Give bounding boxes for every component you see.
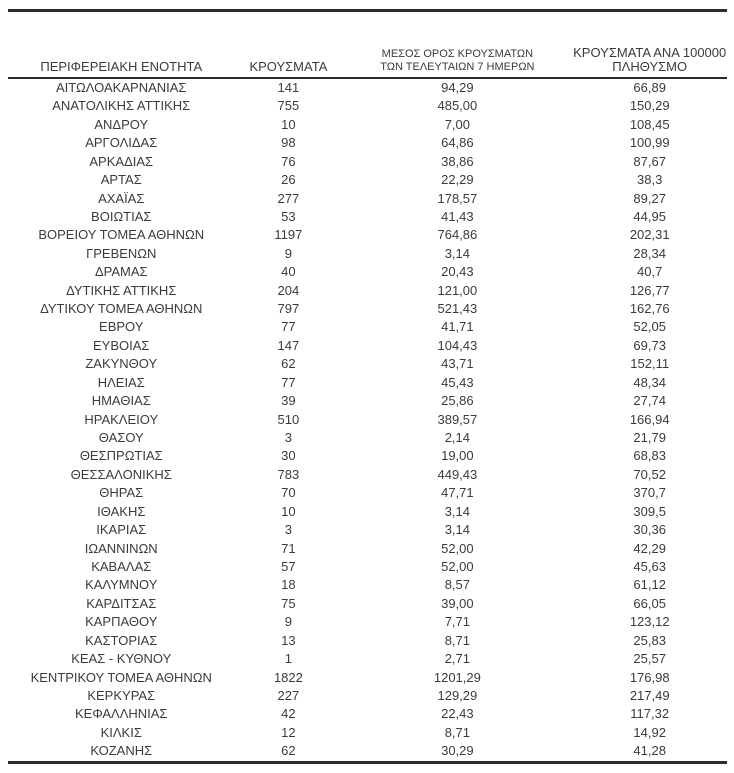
table-row bbox=[8, 300, 727, 318]
avg-7day-cell: 30,29 bbox=[441, 743, 474, 759]
per-100k-cell: 21,79 bbox=[633, 430, 666, 446]
avg-7day-cell: 22,29 bbox=[441, 172, 474, 188]
cases-cell: 141 bbox=[277, 80, 300, 95]
cases-cell: 797 bbox=[277, 301, 300, 317]
header-row bbox=[8, 11, 727, 79]
table-row bbox=[8, 208, 727, 226]
header-label-line2: ΤΩΝ ΤΕΛΕΥΤΑΙΩΝ 7 ΗΜΕΡΩΝ bbox=[380, 61, 535, 73]
table-row bbox=[8, 116, 727, 134]
regional-unit-cell: ΑΙΤΩΛΟΑΚΑΡΝΑΝΙΑΣ bbox=[56, 80, 187, 95]
table-row bbox=[8, 669, 727, 687]
cases-cell: 10 bbox=[281, 503, 296, 519]
table-row bbox=[8, 595, 727, 613]
header-label-line1: ΜΕΣΟΣ ΟΡΟΣ ΚΡΟΥΣΜΑΤΩΝ bbox=[381, 48, 534, 60]
avg-7day-cell: 19,00 bbox=[441, 448, 474, 464]
avg-7day-cell: 43,71 bbox=[441, 356, 474, 372]
avg-7day-cell: 41,71 bbox=[441, 319, 474, 335]
table-row bbox=[8, 134, 727, 152]
regional-unit-cell: ΗΡΑΚΛΕΙΟΥ bbox=[84, 411, 159, 427]
cases-cell: 9 bbox=[284, 245, 293, 261]
regional-unit-cell: ΔΥΤΙΚΗΣ ΑΤΤΙΚΗΣ bbox=[66, 282, 177, 298]
table-row bbox=[8, 97, 727, 115]
table-row bbox=[8, 724, 727, 742]
avg-7day-cell: 104,43 bbox=[437, 337, 478, 353]
per-100k-cell: 70,52 bbox=[633, 466, 666, 482]
avg-7day-cell: 7,00 bbox=[444, 116, 471, 132]
table-row bbox=[8, 650, 727, 668]
per-100k-cell: 41,28 bbox=[633, 743, 666, 759]
header-label: ΠΕΡΙΦΕΡΕΙΑΚΗ ΕΝΟΤΗΤΑ bbox=[40, 59, 203, 74]
cases-cell: 77 bbox=[281, 319, 296, 335]
per-100k-cell: 68,83 bbox=[633, 448, 666, 464]
avg-7day-cell: 8,71 bbox=[444, 724, 471, 740]
cases-cell: 10 bbox=[281, 116, 296, 132]
per-100k-cell: 152,11 bbox=[630, 356, 670, 372]
regional-unit-cell: ΑΡΤΑΣ bbox=[100, 172, 142, 188]
regional-unit-cell: ΘΑΣΟΥ bbox=[98, 430, 144, 446]
avg-7day-cell: 2,14 bbox=[444, 430, 471, 446]
avg-7day-cell: 47,71 bbox=[441, 485, 474, 501]
per-100k-cell: 52,05 bbox=[633, 319, 666, 335]
per-100k-cell: 25,83 bbox=[633, 632, 666, 648]
regional-unit-cell: ΑΝΑΤΟΛΙΚΗΣ ΑΤΤΙΚΗΣ bbox=[52, 98, 191, 114]
avg-7day-cell: 521,43 bbox=[437, 301, 478, 317]
regional-unit-cell: ΗΜΑΘΙΑΣ bbox=[91, 393, 151, 409]
regional-unit-cell: ΒΟΡΕΙΟΥ ΤΟΜΕΑ ΑΘΗΝΩΝ bbox=[38, 227, 205, 243]
regional-unit-cell: ΔΥΤΙΚΟΥ ΤΟΜΕΑ ΑΘΗΝΩΝ bbox=[40, 301, 203, 317]
regional-unit-cell: ΖΑΚΥΝΘΟΥ bbox=[85, 356, 158, 372]
avg-7day-cell: 41,43 bbox=[441, 208, 474, 224]
cases-cell: 75 bbox=[281, 595, 296, 611]
per-100k-cell: 150,29 bbox=[629, 98, 670, 114]
cases-cell: 26 bbox=[281, 172, 296, 188]
avg-7day-cell: 8,71 bbox=[444, 632, 471, 648]
cases-cell: 53 bbox=[281, 208, 296, 224]
avg-7day-cell: 764,86 bbox=[437, 227, 478, 243]
per-100k-cell: 123,12 bbox=[629, 614, 670, 630]
cases-cell: 1822 bbox=[273, 669, 303, 685]
cases-cell: 3 bbox=[284, 522, 293, 538]
per-100k-cell: 162,76 bbox=[629, 301, 670, 317]
regional-unit-cell: ΚΕΑΣ - ΚΥΘΝΟΥ bbox=[71, 651, 172, 667]
cases-cell: 30 bbox=[281, 448, 296, 464]
table-row bbox=[8, 503, 727, 521]
header-label-line1: ΚΡΟΥΣΜΑΤΑ ΑΝΑ 100000 bbox=[573, 45, 727, 60]
avg-7day-cell: 3,14 bbox=[444, 503, 471, 519]
cases-cell: 1 bbox=[284, 651, 293, 667]
table-row bbox=[8, 521, 727, 539]
table-row bbox=[8, 687, 727, 705]
per-100k-cell: 48,34 bbox=[633, 374, 666, 390]
regional-unit-cell: ΚΑΛΥΜΝΟΥ bbox=[85, 577, 158, 593]
cases-cell: 77 bbox=[281, 374, 296, 390]
header-label-line2: ΠΛΗΘΥΣΜΟ bbox=[612, 59, 688, 74]
avg-7day-cell: 52,00 bbox=[441, 540, 474, 556]
avg-7day-cell: 39,00 bbox=[441, 595, 474, 611]
cases-cell: 204 bbox=[277, 282, 300, 298]
column-header-cases bbox=[234, 11, 342, 79]
per-100k-cell: 117,32 bbox=[630, 706, 670, 722]
per-100k-cell: 309,5 bbox=[633, 503, 666, 519]
column-header-cases-per-100k bbox=[572, 11, 727, 79]
cases-cell: 71 bbox=[281, 540, 296, 556]
avg-7day-cell: 178,57 bbox=[437, 190, 478, 206]
table-row bbox=[8, 263, 727, 281]
avg-7day-cell: 52,00 bbox=[441, 558, 474, 574]
table-row bbox=[8, 171, 727, 189]
regional-unit-cell: ΔΡΑΜΑΣ bbox=[94, 264, 148, 280]
avg-7day-cell: 449,43 bbox=[437, 466, 478, 482]
regional-unit-cell: ΕΒΡΟΥ bbox=[99, 319, 144, 335]
regional-unit-cell: ΑΡΚΑΔΙΑΣ bbox=[89, 153, 154, 169]
regional-unit-cell: ΚΙΛΚΙΣ bbox=[100, 724, 142, 740]
per-100k-cell: 27,74 bbox=[633, 393, 666, 409]
column-header-7day-average bbox=[342, 11, 572, 79]
per-100k-cell: 176,98 bbox=[629, 669, 670, 685]
avg-7day-cell: 38,86 bbox=[441, 153, 474, 169]
table-row bbox=[8, 540, 727, 558]
avg-7day-cell: 45,43 bbox=[441, 374, 474, 390]
per-100k-cell: 69,73 bbox=[633, 337, 666, 353]
table-row bbox=[8, 411, 727, 429]
per-100k-cell: 217,49 bbox=[629, 687, 670, 703]
avg-7day-cell: 94,29 bbox=[441, 80, 474, 95]
avg-7day-cell: 485,00 bbox=[437, 98, 478, 114]
regional-unit-cell: ΚΟΖΑΝΗΣ bbox=[90, 743, 153, 759]
table-row bbox=[8, 705, 727, 723]
per-100k-cell: 45,63 bbox=[633, 558, 666, 574]
per-100k-cell: 126,77 bbox=[629, 282, 670, 298]
per-100k-cell: 42,29 bbox=[633, 540, 666, 556]
cases-cell: 277 bbox=[277, 190, 300, 206]
table-row bbox=[8, 429, 727, 447]
cases-cell: 755 bbox=[277, 98, 300, 114]
per-100k-cell: 38,3 bbox=[637, 172, 663, 188]
regional-cases-table-area bbox=[8, 9, 727, 764]
regional-unit-cell: ΙΚΑΡΙΑΣ bbox=[96, 522, 147, 538]
per-100k-cell: 100,99 bbox=[629, 135, 670, 151]
regional-unit-cell: ΚΑΡΠΑΘΟΥ bbox=[85, 614, 158, 630]
avg-7day-cell: 2,71 bbox=[444, 651, 471, 667]
per-100k-cell: 87,67 bbox=[633, 153, 666, 169]
avg-7day-cell: 121,00 bbox=[437, 282, 478, 298]
regional-unit-cell: ΚΕΦΑΛΛΗΝΙΑΣ bbox=[75, 706, 168, 722]
table-row bbox=[8, 190, 727, 208]
table-row bbox=[8, 466, 727, 484]
table-row bbox=[8, 576, 727, 594]
regional-unit-cell: ΚΑΡΔΙΤΣΑΣ bbox=[86, 595, 157, 611]
cases-cell: 62 bbox=[281, 356, 296, 372]
cases-cell: 13 bbox=[281, 632, 296, 648]
table-row bbox=[8, 484, 727, 502]
regional-unit-cell: ΕΥΒΟΙΑΣ bbox=[93, 337, 150, 353]
regional-unit-cell: ΑΡΓΟΛΙΔΑΣ bbox=[85, 135, 158, 151]
per-100k-cell: 28,34 bbox=[633, 245, 666, 261]
per-100k-cell: 166,94 bbox=[629, 411, 670, 427]
per-100k-cell: 202,31 bbox=[629, 227, 670, 243]
table-row bbox=[8, 337, 727, 355]
regional-unit-cell: ΚΕΡΚΥΡΑΣ bbox=[87, 687, 156, 703]
regional-unit-cell: ΚΕΝΤΡΙΚΟΥ ΤΟΜΕΑ ΑΘΗΝΩΝ bbox=[30, 669, 212, 685]
per-100k-cell: 40,7 bbox=[637, 264, 663, 280]
table-row bbox=[8, 374, 727, 392]
table-header bbox=[8, 11, 727, 79]
regional-unit-cell: ΓΡΕΒΕΝΩΝ bbox=[86, 245, 157, 261]
regional-unit-cell: ΗΛΕΙΑΣ bbox=[97, 374, 145, 390]
table-row bbox=[8, 558, 727, 576]
cases-cell: 1197 bbox=[274, 227, 303, 243]
cases-cell: 9 bbox=[284, 614, 293, 630]
per-100k-cell: 25,57 bbox=[633, 651, 666, 667]
regional-unit-cell: ΘΗΡΑΣ bbox=[99, 485, 144, 501]
avg-7day-cell: 22,43 bbox=[441, 706, 474, 722]
table-row bbox=[8, 632, 727, 650]
regional-unit-cell: ΑΝΔΡΟΥ bbox=[94, 116, 149, 132]
table-row bbox=[8, 245, 727, 263]
table-row bbox=[8, 447, 727, 465]
per-100k-cell: 44,95 bbox=[633, 208, 666, 224]
column-header-regional-unit bbox=[8, 11, 234, 79]
table-row bbox=[8, 392, 727, 410]
regional-unit-cell: ΙΩΑΝΝΙΝΩΝ bbox=[84, 540, 158, 556]
header-label: ΚΡΟΥΣΜΑΤΑ bbox=[249, 59, 328, 74]
table-body bbox=[8, 78, 727, 762]
per-100k-cell: 89,27 bbox=[633, 190, 666, 206]
cases-cell: 510 bbox=[277, 411, 300, 427]
cases-cell: 18 bbox=[281, 577, 296, 593]
regional-unit-cell: ΒΟΙΩΤΙΑΣ bbox=[91, 208, 152, 224]
table-row bbox=[8, 355, 727, 373]
cases-cell: 3 bbox=[284, 430, 293, 446]
avg-7day-cell: 8,57 bbox=[444, 577, 471, 593]
cases-cell: 57 bbox=[281, 558, 296, 574]
per-100k-cell: 108,45 bbox=[629, 116, 670, 132]
table-row bbox=[8, 282, 727, 300]
avg-7day-cell: 389,57 bbox=[437, 411, 478, 427]
per-100k-cell: 370,7 bbox=[633, 485, 666, 501]
regional-unit-cell: ΘΕΣΣΑΛΟΝΙΚΗΣ bbox=[70, 466, 172, 482]
avg-7day-cell: 3,14 bbox=[444, 245, 471, 261]
table-row bbox=[8, 78, 727, 97]
cases-cell: 39 bbox=[281, 393, 296, 409]
avg-7day-cell: 1201,29 bbox=[433, 669, 481, 685]
cases-cell: 62 bbox=[281, 743, 296, 759]
table-row bbox=[8, 318, 727, 336]
avg-7day-cell: 3,14 bbox=[444, 522, 471, 538]
per-100k-cell: 66,05 bbox=[633, 595, 666, 611]
regional-unit-cell: ΙΘΑΚΗΣ bbox=[97, 503, 146, 519]
per-100k-cell: 14,92 bbox=[633, 724, 666, 740]
regional-unit-cell: ΚΑΒΑΛΑΣ bbox=[91, 558, 152, 574]
cases-cell: 147 bbox=[277, 337, 300, 353]
per-100k-cell: 30,36 bbox=[633, 522, 666, 538]
cases-cell: 76 bbox=[281, 153, 296, 169]
cases-cell: 42 bbox=[281, 706, 296, 722]
cases-cell: 70 bbox=[281, 485, 296, 501]
cases-cell: 40 bbox=[281, 264, 296, 280]
regional-cases-table bbox=[8, 9, 727, 764]
avg-7day-cell: 7,71 bbox=[444, 614, 471, 630]
avg-7day-cell: 25,86 bbox=[441, 393, 474, 409]
cases-cell: 783 bbox=[277, 466, 300, 482]
regional-unit-cell: ΑΧΑΪΑΣ bbox=[98, 190, 145, 206]
table-row bbox=[8, 742, 727, 762]
per-100k-cell: 61,12 bbox=[633, 577, 666, 593]
cases-cell: 227 bbox=[277, 687, 300, 703]
per-100k-cell: 66,89 bbox=[633, 80, 666, 95]
table-row bbox=[8, 153, 727, 171]
cases-cell: 12 bbox=[281, 724, 296, 740]
cases-cell: 98 bbox=[281, 135, 296, 151]
table-row bbox=[8, 226, 727, 244]
regional-unit-cell: ΘΕΣΠΡΩΤΙΑΣ bbox=[79, 448, 163, 464]
avg-7day-cell: 64,86 bbox=[441, 135, 474, 151]
avg-7day-cell: 20,43 bbox=[441, 264, 474, 280]
table-row bbox=[8, 613, 727, 631]
avg-7day-cell: 129,29 bbox=[437, 687, 478, 703]
regional-unit-cell: ΚΑΣΤΟΡΙΑΣ bbox=[85, 632, 158, 648]
